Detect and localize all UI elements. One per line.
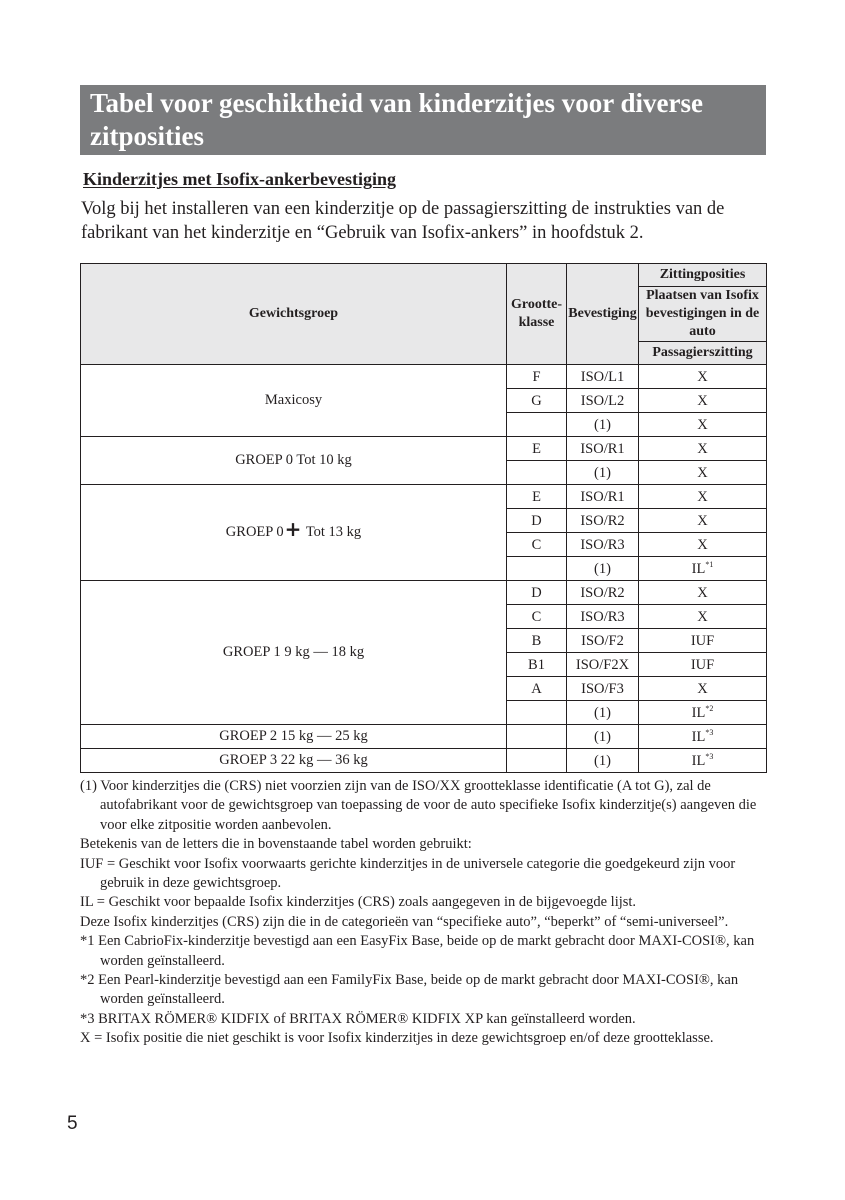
fixture-cell: (1) — [567, 461, 639, 485]
fixture-cell: ISO/R3 — [567, 605, 639, 629]
suitability-value: IL — [691, 704, 706, 721]
weight-group-label: GROEP 0 — [225, 524, 284, 540]
header-weight-group: Gewichtsgroep — [81, 264, 507, 365]
suitability-value: X — [697, 464, 708, 481]
passenger-seat-cell — [639, 581, 767, 605]
header-passenger-seat: Passagierszitting — [639, 342, 767, 365]
passenger-seat-cell — [639, 629, 767, 653]
weight-group-cell — [81, 749, 507, 773]
footnote-ref: *2 — [705, 703, 714, 713]
fixture-cell: ISO/F3 — [567, 677, 639, 701]
size-class-cell — [507, 725, 567, 749]
fixture-cell: ISO/R3 — [567, 533, 639, 557]
weight-group-label: GROEP 3 22 kg — 36 kg — [219, 752, 368, 768]
passenger-seat-cell — [639, 509, 767, 533]
passenger-seat-cell — [639, 605, 767, 629]
suitability-value: X — [697, 608, 708, 625]
footnote-item: *3 BRITAX RÖMER® KIDFIX of BRITAX RÖMER® KIDFIX XP kan geïnstalleerd worden. — [80, 1010, 636, 1027]
weight-group-label: GROEP 1 9 kg — 18 kg — [222, 644, 365, 660]
size-class-cell: G — [507, 389, 567, 413]
suitability-value: IUF — [690, 656, 715, 673]
suitability-value: X — [697, 488, 708, 505]
footnote-item: IL = Geschikt voor bepaalde Isofix kinderzitjes (CRS) zoals aangegeven in de bijgevoegde lijst. — [80, 894, 637, 911]
fixture-cell: ISO/F2 — [567, 629, 639, 653]
size-class-cell: B1 — [507, 653, 567, 677]
fixture-cell: ISO/R2 — [567, 581, 639, 605]
page-number: 5 — [67, 1113, 78, 1134]
header-fixture: Bevestiging — [567, 264, 639, 365]
passenger-seat-cell — [639, 653, 767, 677]
passenger-seat-cell — [639, 365, 767, 389]
passenger-seat-cell — [639, 557, 767, 581]
size-class-cell — [507, 557, 567, 581]
size-class-cell — [507, 749, 567, 773]
weight-group-cell — [81, 365, 507, 437]
fixture-cell: (1) — [567, 725, 639, 749]
footnote-item: (1) Voor kinderzitjes die (CRS) niet voorzien zijn van de ISO/XX grootteklasse identificatie (A tot G), zal de autofabrikant voor de gewichtsgroep van toepassing de voor de auto specifieke Isofix kinderzitje(s) aangeven die voor elke zitpositie worden aanbevolen. — [80, 778, 757, 833]
footnote-item: *1 Een CabrioFix-kinderzitje bevestigd aan een EasyFix Base, beide op de markt gebracht door MAXI-COSI®, kan worden geïnstalleerd. — [80, 933, 755, 969]
suitability-value: X — [697, 584, 708, 601]
header-seating-positions: Zittingposities — [639, 264, 767, 287]
fixture-cell: (1) — [567, 413, 639, 437]
suitability-value: X — [697, 416, 708, 433]
passenger-seat-cell — [639, 437, 767, 461]
header-size-class-text: Grootte-klasse — [510, 297, 563, 330]
footnote-item: IUF = Geschikt voor Isofix voorwaarts gerichte kinderzitjes in de universele categorie die goedgekeurd zijn voor gebruik in deze gewichtsgroep. — [80, 855, 736, 892]
footnote-ref: *3 — [705, 727, 714, 737]
size-class-cell: D — [507, 509, 567, 533]
weight-group-cell — [81, 437, 507, 485]
passenger-seat-cell — [639, 533, 767, 557]
footnote-item: Deze Isofix kinderzitjes (CRS) zijn die in de categorieën van “specifieke auto”, “beperkt” of “semi-universeel”. — [80, 913, 729, 930]
table-row — [81, 581, 767, 605]
table-row — [81, 365, 767, 389]
header-size-class — [507, 264, 567, 365]
fixture-cell: ISO/F2X — [567, 653, 639, 677]
weight-group-cell — [81, 725, 507, 749]
passenger-seat-cell — [639, 485, 767, 509]
weight-group-label: GROEP 0 Tot 10 kg — [235, 452, 352, 468]
passenger-seat-cell — [639, 461, 767, 485]
suitability-value: X — [697, 512, 708, 529]
footnote-item: X = Isofix positie die niet geschikt is voor Isofix kinderzitjes in deze gewichtsgroep en/of deze grootteklasse. — [80, 1030, 714, 1047]
footnote-ref: *1 — [705, 559, 714, 569]
fixture-cell: (1) — [567, 749, 639, 773]
intro-paragraph: Volg bij het installeren van een kinderzitje op de passagierszitting de instrukties van de fabrikant van het kinderzitje en “Gebruik van Isofix-ankers” in hoofdstuk 2. — [81, 199, 725, 243]
suitability-value: IL — [691, 728, 706, 745]
suitability-value: X — [697, 440, 708, 457]
passenger-seat-cell — [639, 749, 767, 773]
size-class-cell: C — [507, 605, 567, 629]
weight-group-label: Maxicosy — [264, 392, 323, 408]
title-bar — [80, 85, 766, 155]
size-class-cell: E — [507, 485, 567, 509]
size-class-cell — [507, 413, 567, 437]
table-row — [81, 749, 767, 773]
fixture-cell: (1) — [567, 701, 639, 725]
size-class-cell: C — [507, 533, 567, 557]
table-row — [81, 725, 767, 749]
footnotes — [80, 777, 770, 1049]
passenger-seat-cell — [639, 413, 767, 437]
size-class-cell: E — [507, 437, 567, 461]
fixture-cell: (1) — [567, 557, 639, 581]
suitability-value: X — [697, 368, 708, 385]
passenger-seat-cell — [639, 725, 767, 749]
weight-group-suffix: Tot 13 kg — [305, 524, 362, 540]
table-body — [81, 365, 767, 773]
footnote-ref: *3 — [705, 751, 714, 761]
weight-group-cell — [81, 485, 507, 581]
passenger-seat-cell — [639, 389, 767, 413]
suitability-value: IUF — [690, 632, 715, 649]
weight-group-cell — [81, 581, 507, 725]
page-title: Tabel voor geschiktheid van kinderzitjes voor diverse zitposities — [90, 88, 704, 151]
suitability-value: X — [697, 680, 708, 697]
fixture-cell: ISO/R2 — [567, 509, 639, 533]
suitability-value: X — [697, 536, 708, 553]
size-class-cell: A — [507, 677, 567, 701]
fixture-cell: ISO/R1 — [567, 437, 639, 461]
size-class-cell: F — [507, 365, 567, 389]
footnote-item: *2 Een Pearl-kinderzitje bevestigd aan een FamilyFix Base, beide op de markt gebracht door MAXI-COSI®, kan worden geïnstalleerd. — [80, 972, 739, 1008]
fixture-cell: ISO/L1 — [567, 365, 639, 389]
plus-icon: + — [284, 517, 302, 541]
table-row — [81, 485, 767, 509]
header-isofix-locations: Plaatsen van Isofix bevestigingen in de auto — [639, 287, 767, 342]
size-class-cell — [507, 701, 567, 725]
suitability-value: IL — [691, 560, 706, 577]
suitability-value: IL — [691, 752, 706, 769]
table-row — [81, 437, 767, 461]
size-class-cell: D — [507, 581, 567, 605]
weight-group-label: GROEP 2 15 kg — 25 kg — [219, 728, 368, 744]
fixture-cell: ISO/L2 — [567, 389, 639, 413]
passenger-seat-cell — [639, 677, 767, 701]
passenger-seat-cell — [639, 701, 767, 725]
size-class-cell — [507, 461, 567, 485]
fixture-cell: ISO/R1 — [567, 485, 639, 509]
footnote-item: Betekenis van de letters die in bovenstaande tabel worden gebruikt: — [80, 836, 472, 853]
isofix-compatibility-table — [80, 263, 767, 773]
section-subheading: Kinderzitjes met Isofix-ankerbevestiging — [83, 169, 396, 189]
size-class-cell: B — [507, 629, 567, 653]
suitability-value: X — [697, 392, 708, 409]
